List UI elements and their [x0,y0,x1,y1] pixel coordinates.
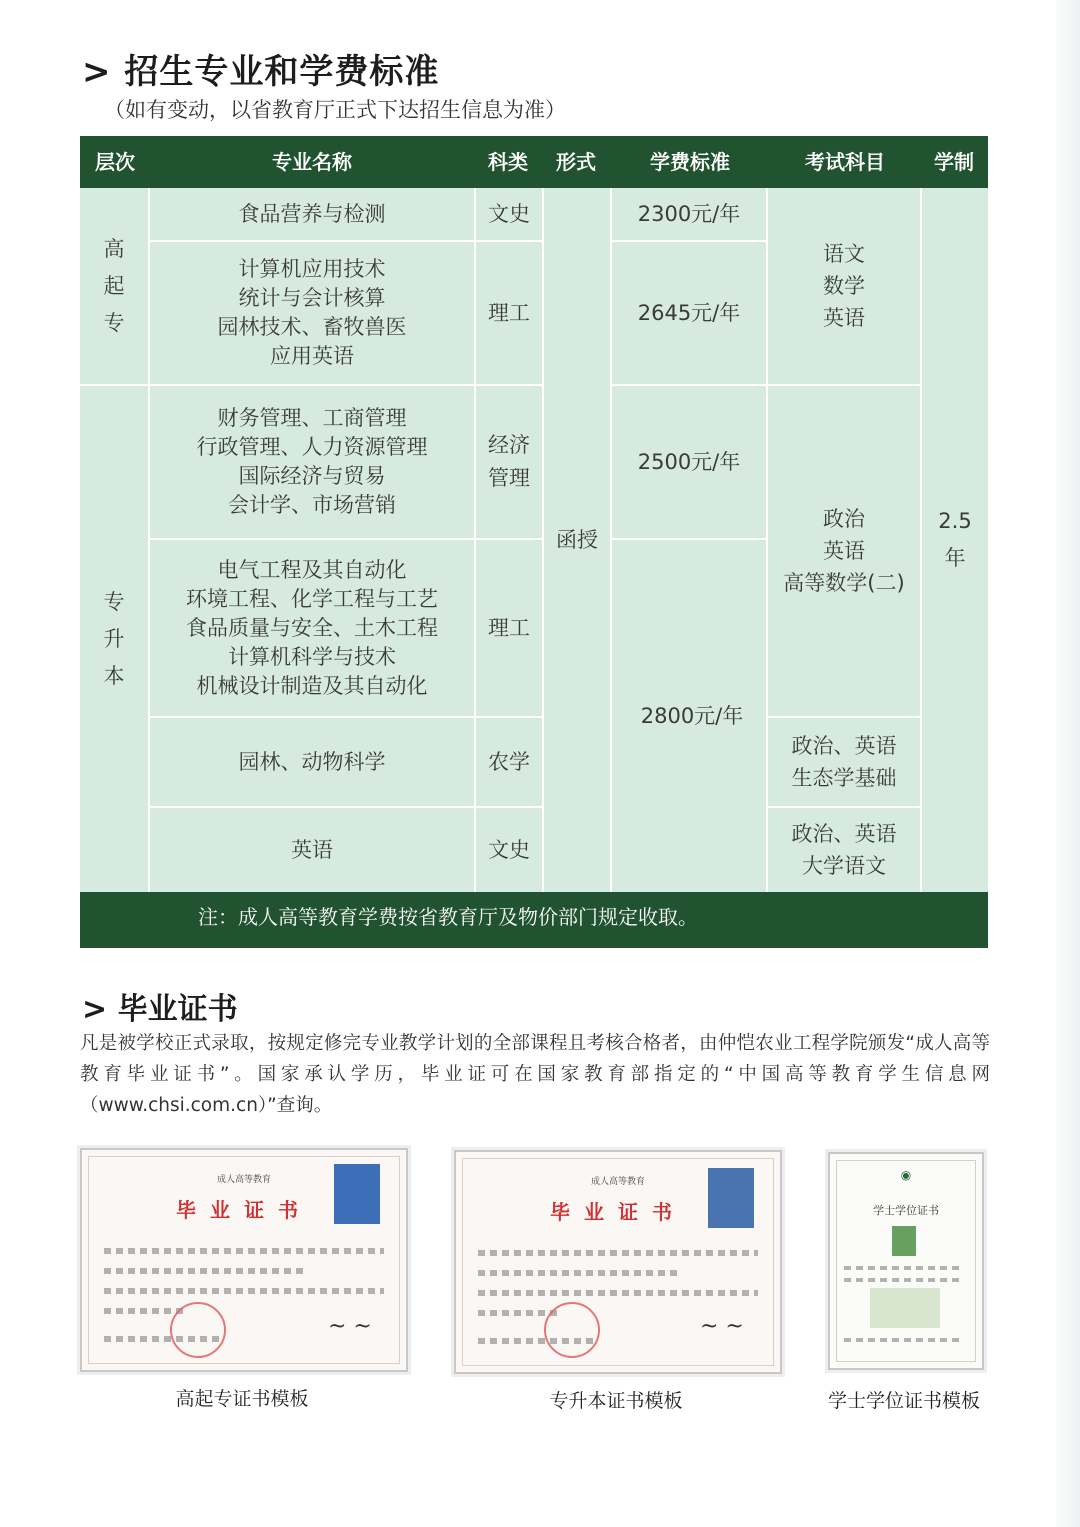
fee-cell: 2645元/年 [637,300,741,325]
certificate-text-line [844,1278,964,1282]
certificate-text-line [104,1268,304,1274]
certificate-image-degree [828,1152,984,1370]
major-cell: 计算机应用技术 统计与会计核算 园林技术、畜牧兽医 应用英语 [217,257,407,368]
campus-watermark [870,1288,940,1328]
duration-unit: 年 [944,546,966,570]
duration-cell [922,188,988,892]
exam-cell: 政治、英语 大学语文 [791,822,897,878]
level-char: 起 [103,273,125,298]
level-char: 专 [103,310,125,335]
certificate-text-line [104,1288,384,1294]
fee-cell: 2800元/年 [640,703,744,728]
section-title-certificate: > 毕业证书 [82,992,238,1027]
header-form: 形式 [556,150,596,174]
header-category: 科类 [488,150,528,174]
level-char: 高 [103,236,125,261]
major-cell: 英语 [291,837,333,862]
major-cell: 电气工程及其自动化 环境工程、化学工程与工艺 食品质量与安全、土木工程 计算机科学与技术 机械设计制造及其自动化 [186,557,438,698]
table-footnote [80,892,988,948]
level-char: 升 [103,626,125,651]
certificate-border [836,1160,976,1362]
certificate-text-line [104,1248,384,1254]
school-seal [544,1302,600,1358]
certificate-text-line [478,1250,758,1256]
certificate-text-line [844,1338,964,1342]
student-photo [334,1164,380,1224]
certificate-name: 毕业证书 [176,1198,312,1222]
section-title-admissions: > 招生专业和学费标准 [82,52,440,92]
certificate-image-gaoqizhuan [80,1148,408,1372]
certificate-header: 成人高等教育 [216,1175,271,1185]
certificate-text-line [478,1270,678,1276]
student-photo [892,1226,916,1256]
page-edge-shadow [1056,0,1080,1527]
fee-cell: 2500元/年 [637,449,741,474]
section-note: （如有变动，以省教育厅正式下达招生信息为准） [104,98,566,122]
major-cell: 园林、动物科学 [238,749,386,774]
form-cell: 函授 [556,527,598,552]
category-cell: 经济 管理 [488,433,530,490]
exam-cell: 政治 英语 高等数学(二) [783,507,905,595]
category-cell: 理工 [488,300,530,325]
president-signature: ~ ~ [328,1314,372,1339]
header-major: 专业名称 [272,150,352,174]
exam-cell: 语文 数学 英语 [823,242,865,330]
category-cell: 理工 [488,615,530,640]
certificate-name: 毕业证书 [550,1200,686,1224]
school-seal [170,1302,226,1358]
certificate-paragraph: 凡是被学校正式录取，按规定修完专业教学计划的全部课程且考核合格者，由仲恺农业工程学院颁发“成人高等教育毕业证书”。国家承认学历，毕业证可在国家教育部指定的“中国高等教育学生信息网（www.chsi.com.cn）”查询。 [80,1033,990,1116]
certificate-text-line [478,1290,758,1296]
fee-cell: 2300元/年 [637,201,741,226]
certificate-image-zhuanshengben [454,1150,782,1374]
president-signature: ~ ~ [700,1314,744,1339]
major-cell: 食品营养与检测 [238,201,386,226]
certificate-header: 成人高等教育 [590,1177,645,1187]
certificate-text-line [104,1308,184,1314]
footnote-text: 注：成人高等教育学费按省教育厅及物价部门规定收取。 [198,905,698,929]
school-emblem-icon: ◉ [900,1168,912,1182]
major-cell: 财务管理、工商管理 行政管理、人力资源管理 国际经济与贸易 会计学、市场营销 [196,406,428,517]
header-exam: 考试科目 [805,150,885,174]
certificate-text-line [844,1266,964,1270]
header-duration: 学制 [934,150,974,174]
level-cell-zhuanshengben [80,386,148,892]
exam-cell: 政治、英语 生态学基础 [791,734,897,790]
header-fee: 学费标准 [650,150,730,174]
duration-value: 2.5 [938,509,972,533]
admission-fee-table [80,136,988,948]
category-cell: 农学 [488,749,530,774]
certificate-name: 学士学位证书 [873,1204,939,1217]
certificate-text-line [478,1310,558,1316]
student-photo [708,1168,754,1228]
level-char: 专 [103,589,125,614]
header-level: 层次 [95,150,135,174]
certificate-caption: 学士学位证书模板 [827,1390,980,1412]
category-cell: 文史 [488,837,530,862]
certificate-caption: 高起专证书模板 [175,1388,309,1410]
table-header-row [80,136,988,188]
level-char: 本 [103,663,125,688]
certificate-caption: 专升本证书模板 [549,1390,683,1412]
level-cell-gaoqizhuan [80,188,148,384]
category-cell: 文史 [488,201,530,226]
